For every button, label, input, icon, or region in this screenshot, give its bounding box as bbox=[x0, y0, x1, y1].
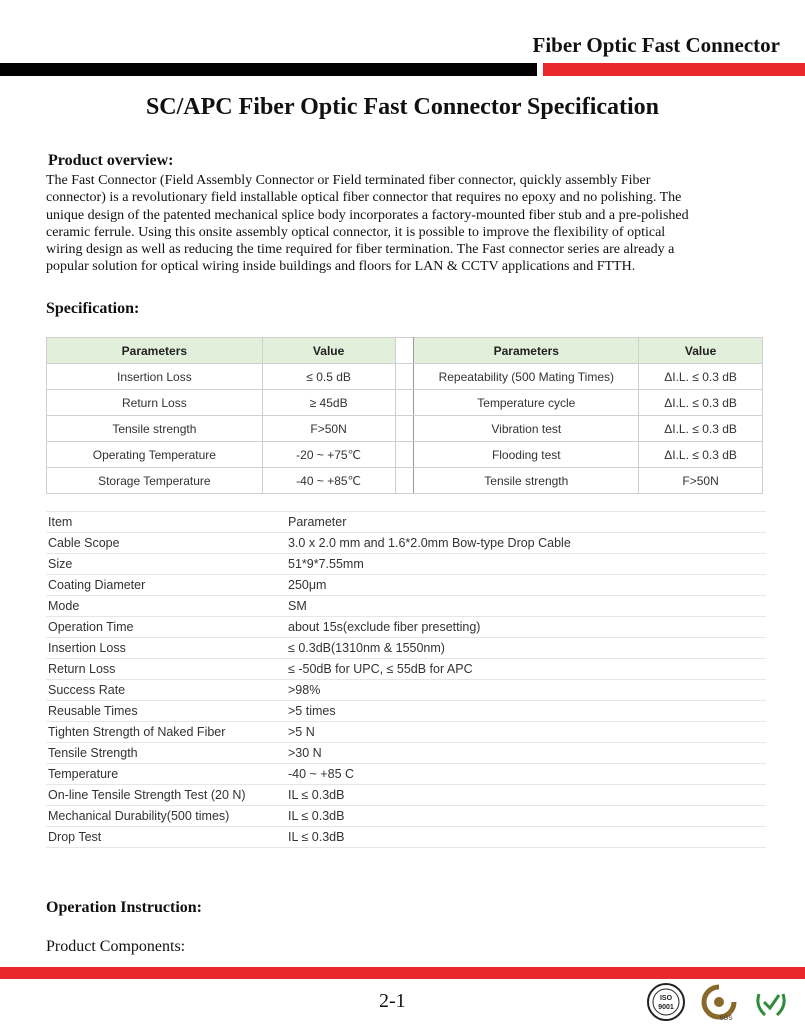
detail-value-cell: >5 N bbox=[286, 722, 766, 743]
spec-cell: ΔI.L. ≤ 0.3 dB bbox=[639, 364, 763, 390]
detail-item-cell: Coating Diameter bbox=[46, 575, 286, 596]
spec-gap-cell bbox=[395, 364, 414, 390]
spec-cell: F>50N bbox=[262, 416, 395, 442]
overview-line: wiring design as well as reducing the time required for fiber termination. The Fast connector series are already a bbox=[46, 242, 675, 258]
iso-9001-logo bbox=[645, 982, 687, 1022]
spec-row bbox=[47, 416, 763, 442]
detail-row bbox=[46, 638, 766, 659]
spec-cell: ≤ 0.5 dB bbox=[262, 364, 395, 390]
detail-value-cell: Parameter bbox=[286, 512, 766, 533]
spec-header-cell: Value bbox=[639, 338, 763, 364]
spec-gap-cell bbox=[395, 390, 414, 416]
specification-table bbox=[46, 337, 763, 494]
spec-header-cell: Parameters bbox=[47, 338, 263, 364]
spec-header-cell: Parameters bbox=[414, 338, 639, 364]
spec-gap-cell bbox=[395, 468, 414, 494]
detail-value-cell: ≤ -50dB for UPC, ≤ 55dB for APC bbox=[286, 659, 766, 680]
spec-gap-cell bbox=[395, 338, 414, 364]
detail-row bbox=[46, 533, 766, 554]
overview-line: ceramic ferrule. Using this onsite assembly optical connector, it is possible to improve the flexibility of optical bbox=[46, 224, 666, 240]
detail-item-cell: Mode bbox=[46, 596, 286, 617]
operation-heading: Operation Instruction: bbox=[46, 899, 202, 916]
detail-item-cell: Tighten Strength of Naked Fiber bbox=[46, 722, 286, 743]
detail-row bbox=[46, 827, 766, 848]
detail-row bbox=[46, 743, 766, 764]
detail-row bbox=[46, 764, 766, 785]
header-bar-black bbox=[0, 63, 537, 76]
spec-cell: Flooding test bbox=[414, 442, 639, 468]
spec-cell: ≥ 45dB bbox=[262, 390, 395, 416]
spec-gap-cell bbox=[395, 442, 414, 468]
detail-value-cell: IL ≤ 0.3dB bbox=[286, 785, 766, 806]
detail-table bbox=[46, 511, 766, 848]
spec-cell: -20 ~ +75℃ bbox=[262, 442, 395, 468]
spec-cell: F>50N bbox=[639, 468, 763, 494]
spec-row bbox=[47, 468, 763, 494]
detail-value-cell: >5 times bbox=[286, 701, 766, 722]
overview-paragraph bbox=[46, 172, 771, 276]
spec-cell: ΔI.L. ≤ 0.3 dB bbox=[639, 442, 763, 468]
svg-text:SGS: SGS bbox=[719, 1016, 733, 1022]
detail-value-cell: SM bbox=[286, 596, 766, 617]
spec-cell: -40 ~ +85℃ bbox=[262, 468, 395, 494]
overview-line: unique design of the patented mechanical splice body incorporates a factory-mounted fiber stub and a pre-polished bbox=[46, 207, 689, 223]
specification-heading: Specification: bbox=[46, 300, 140, 317]
detail-item-cell: On-line Tensile Strength Test (20 N) bbox=[46, 785, 286, 806]
detail-item-cell: Size bbox=[46, 554, 286, 575]
detail-value-cell: 3.0 x 2.0 mm and 1.6*2.0mm Bow-type Drop Cable bbox=[286, 533, 766, 554]
detail-value-cell: -40 ~ +85 C bbox=[286, 764, 766, 785]
detail-item-cell: Reusable Times bbox=[46, 701, 286, 722]
detail-row bbox=[46, 659, 766, 680]
product-components-label: Product Components: bbox=[46, 938, 186, 955]
spec-row bbox=[47, 364, 763, 390]
detail-value-cell: IL ≤ 0.3dB bbox=[286, 827, 766, 848]
detail-value-cell: 51*9*7.55mm bbox=[286, 554, 766, 575]
svg-text:9001: 9001 bbox=[658, 1004, 674, 1011]
page-number: 2-1 bbox=[379, 990, 406, 1012]
footer-bar-red bbox=[0, 967, 805, 979]
header-bar-red bbox=[543, 63, 805, 76]
spec-cell: Storage Temperature bbox=[47, 468, 263, 494]
spec-cell: Tensile strength bbox=[414, 468, 639, 494]
spec-cell: Operating Temperature bbox=[47, 442, 263, 468]
detail-value-cell: IL ≤ 0.3dB bbox=[286, 806, 766, 827]
detail-row bbox=[46, 785, 766, 806]
spec-cell: Vibration test bbox=[414, 416, 639, 442]
detail-item-cell: Drop Test bbox=[46, 827, 286, 848]
detail-value-cell: >98% bbox=[286, 680, 766, 701]
detail-item-cell: Mechanical Durability(500 times) bbox=[46, 806, 286, 827]
detail-value-cell: ≤ 0.3dB(1310nm & 1550nm) bbox=[286, 638, 766, 659]
overview-line: popular solution for optical wiring inside buildings and floors for LAN & CCTV applications and FTTH. bbox=[46, 259, 636, 275]
detail-row bbox=[46, 554, 766, 575]
detail-value-cell: 250μm bbox=[286, 575, 766, 596]
detail-item-cell: Temperature bbox=[46, 764, 286, 785]
spec-header-row bbox=[47, 338, 763, 364]
detail-item-cell: Success Rate bbox=[46, 680, 286, 701]
spec-cell: Insertion Loss bbox=[47, 364, 263, 390]
detail-row bbox=[46, 806, 766, 827]
detail-row bbox=[46, 596, 766, 617]
sgs-logo bbox=[699, 982, 739, 1022]
spec-cell: Temperature cycle bbox=[414, 390, 639, 416]
overview-line: The Fast Connector (Field Assembly Connector or Field terminated fiber connector, quickly assembly Fiber bbox=[46, 173, 651, 188]
detail-value-cell: about 15s(exclude fiber presetting) bbox=[286, 617, 766, 638]
document-title: SC/APC Fiber Optic Fast Connector Specification bbox=[145, 94, 660, 120]
header-title: Fiber Optic Fast Connector bbox=[532, 33, 780, 57]
detail-row bbox=[46, 575, 766, 596]
certification-logos bbox=[645, 982, 791, 1022]
detail-item-cell: Cable Scope bbox=[46, 533, 286, 554]
detail-item-cell: Tensile Strength bbox=[46, 743, 286, 764]
spec-gap-cell bbox=[395, 416, 414, 442]
detail-value-cell: >30 N bbox=[286, 743, 766, 764]
detail-item-cell: Operation Time bbox=[46, 617, 286, 638]
detail-row bbox=[46, 680, 766, 701]
spec-cell: Repeatability (500 Mating Times) bbox=[414, 364, 639, 390]
spec-cell: Return Loss bbox=[47, 390, 263, 416]
spec-cell: ΔI.L. ≤ 0.3 dB bbox=[639, 390, 763, 416]
overview-line: connector) is a revolutionary field installable optical fiber connector that requires no epoxy and no polishing. The bbox=[46, 190, 682, 206]
detail-row bbox=[46, 512, 766, 533]
svg-text:ISO: ISO bbox=[659, 995, 673, 1002]
detail-row bbox=[46, 617, 766, 638]
detail-item-cell: Insertion Loss bbox=[46, 638, 286, 659]
spec-cell: ΔI.L. ≤ 0.3 dB bbox=[639, 416, 763, 442]
overview-heading: Product overview: bbox=[48, 152, 174, 169]
spec-cell: Tensile strength bbox=[47, 416, 263, 442]
detail-row bbox=[46, 722, 766, 743]
certification-wreath-logo bbox=[751, 982, 791, 1022]
detail-row bbox=[46, 701, 766, 722]
detail-item-cell: Return Loss bbox=[46, 659, 286, 680]
detail-item-cell: Item bbox=[46, 512, 286, 533]
spec-header-cell: Value bbox=[262, 338, 395, 364]
spec-row bbox=[47, 442, 763, 468]
spec-row bbox=[47, 390, 763, 416]
